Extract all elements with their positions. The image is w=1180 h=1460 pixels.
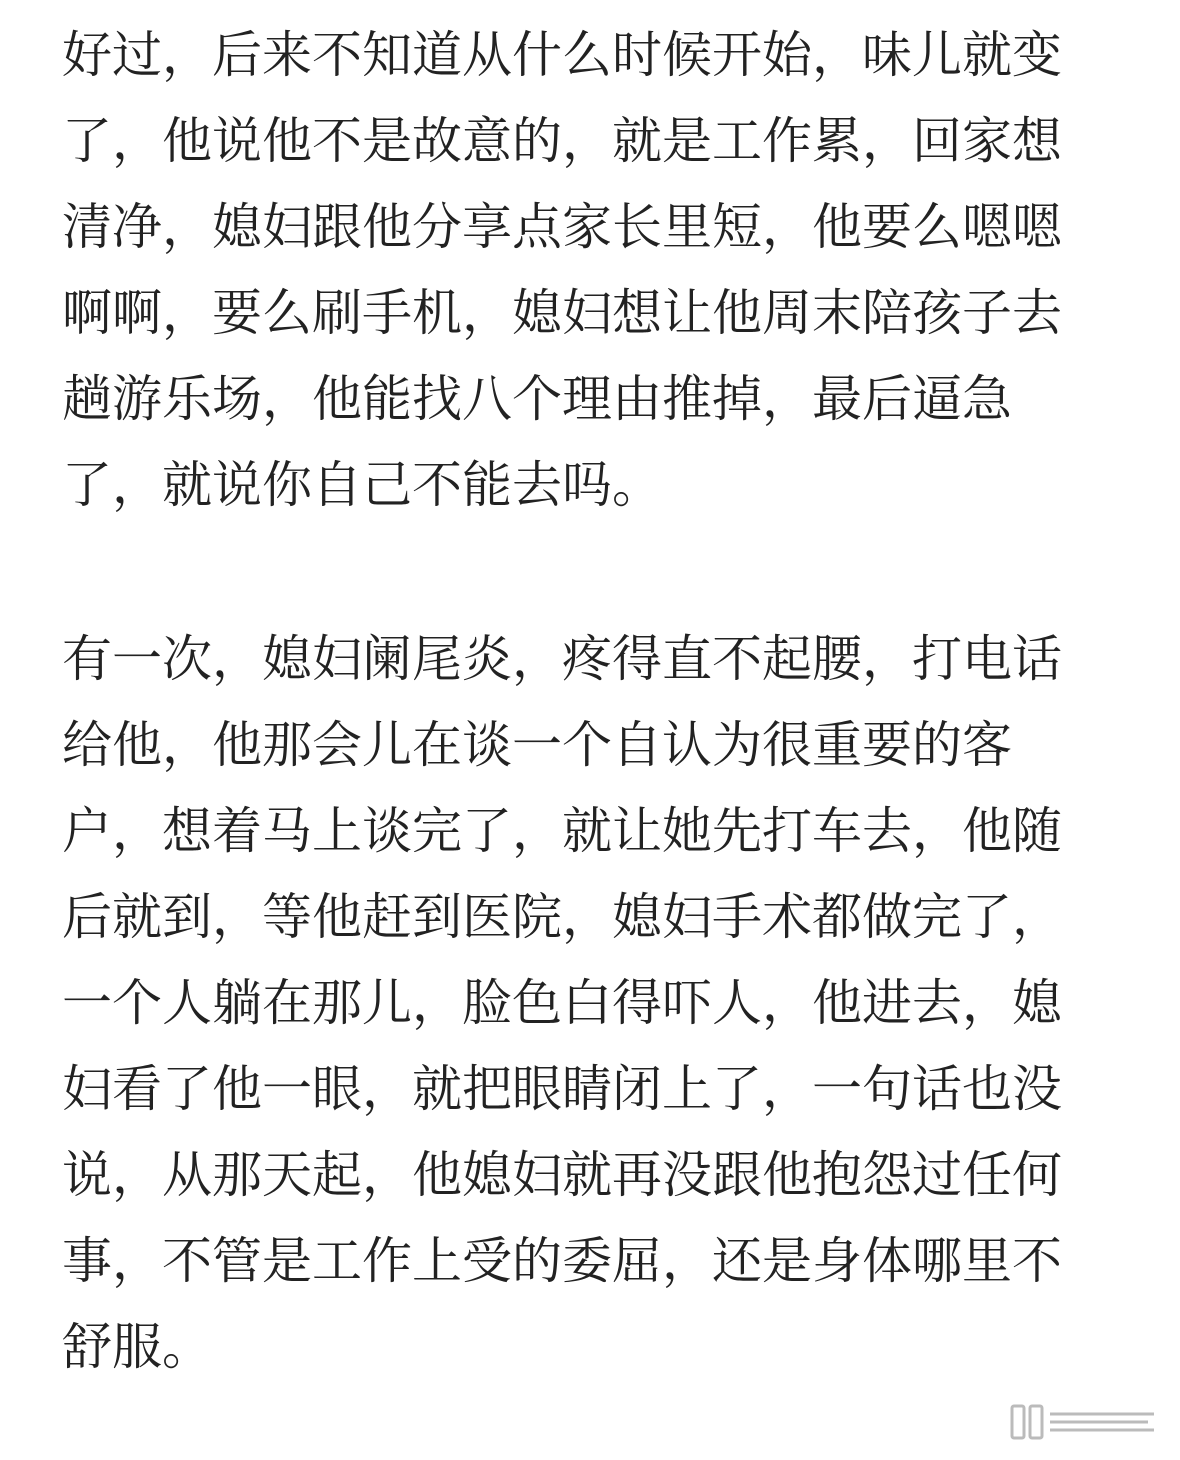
text-line: 事，不管是工作上受的委屈，还是身体哪里不 — [62, 1232, 1062, 1290]
text-line: 好过，后来不知道从什么时候开始，味儿就变 — [62, 26, 1062, 84]
text-line: 后就到，等他赶到医院，媳妇手术都做完了， — [62, 888, 1062, 946]
platform-watermark-icon — [1008, 1402, 1158, 1442]
text-line: 一个人躺在那儿，脸色白得吓人，他进去，媳 — [62, 974, 1062, 1032]
text-line: 了，就说你自己不能去吗。 — [62, 456, 662, 514]
text-line: 了，他说他不是故意的，就是工作累，回家想 — [62, 112, 1062, 170]
paragraph-2 — [62, 616, 1122, 1390]
text-line: 妇看了他一眼，就把眼睛闭上了，一句话也没 — [62, 1060, 1062, 1118]
text-line: 趟游乐场，他能找八个理由推掉，最后逼急 — [62, 370, 1012, 428]
text-line: 说，从那天起，他媳妇就再没跟他抱怨过任何 — [62, 1146, 1062, 1204]
text-line: 清净，媳妇跟他分享点家长里短，他要么嗯嗯 — [62, 198, 1062, 256]
paragraph-1 — [62, 12, 1122, 528]
text-line: 啊啊，要么刷手机，媳妇想让他周末陪孩子去 — [62, 284, 1062, 342]
text-line: 户，想着马上谈完了，就让她先打车去，他随 — [62, 802, 1062, 860]
text-line: 给他，他那会儿在谈一个自认为很重要的客 — [62, 716, 1012, 774]
text-line: 舒服。 — [62, 1318, 212, 1376]
article-body — [62, 0, 1122, 1390]
text-line: 有一次，媳妇阑尾炎，疼得直不起腰，打电话 — [62, 630, 1062, 688]
